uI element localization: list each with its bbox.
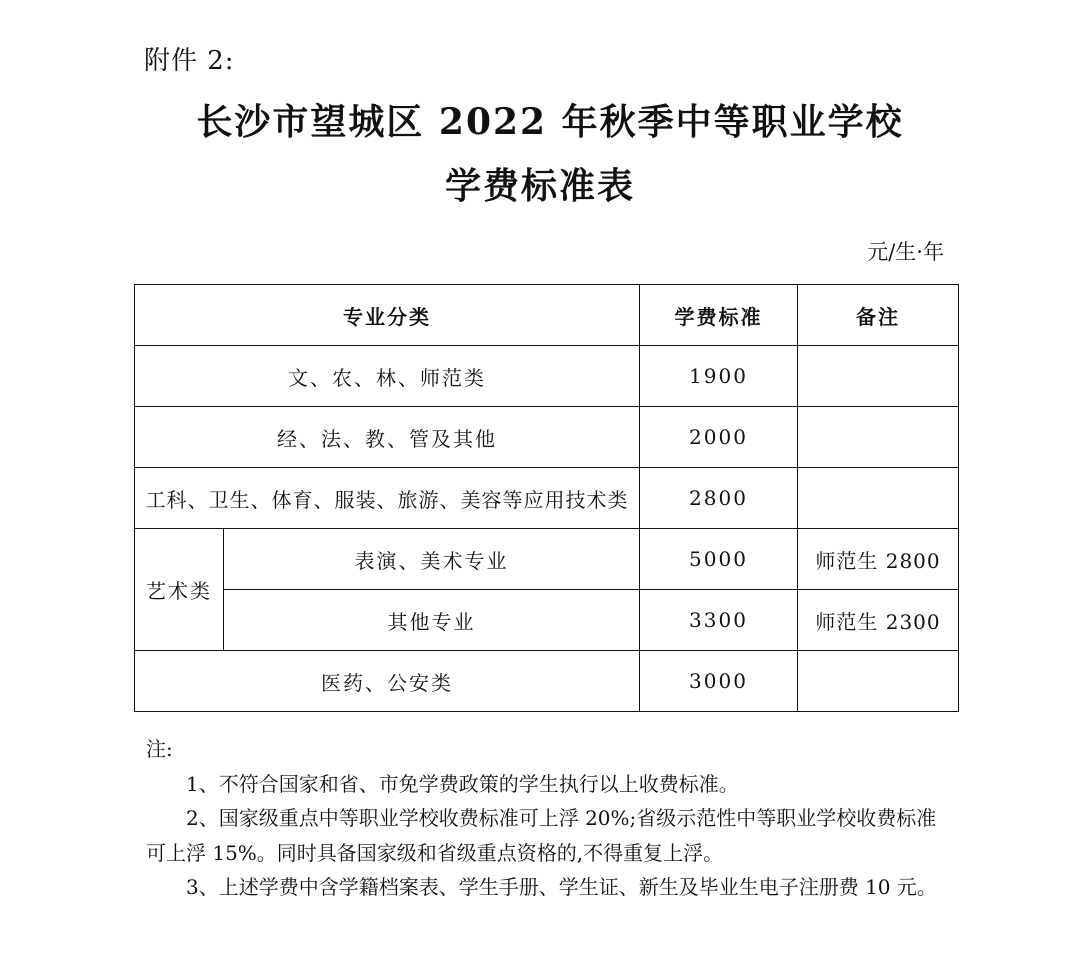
row-remark bbox=[798, 407, 959, 468]
row-category: 其他专业 bbox=[224, 590, 640, 651]
row-category: 工科、卫生、体育、服装、旅游、美容等应用技术类 bbox=[135, 468, 640, 529]
row-fee: 2000 bbox=[640, 407, 798, 468]
fee-standard-table bbox=[134, 284, 959, 712]
row-remark bbox=[798, 651, 959, 712]
table-row bbox=[135, 651, 959, 712]
table-row bbox=[135, 468, 959, 529]
table-header-row bbox=[135, 285, 959, 346]
row-remark bbox=[798, 468, 959, 529]
row-fee: 3300 bbox=[640, 590, 798, 651]
row-category: 文、农、林、师范类 bbox=[135, 346, 640, 407]
row-remark bbox=[798, 346, 959, 407]
page-title-line-2: 学费标准表 bbox=[444, 165, 635, 207]
row-category: 表演、美术专业 bbox=[224, 529, 640, 590]
row-category: 经、法、教、管及其他 bbox=[135, 407, 640, 468]
attachment-label: 附件 2: bbox=[144, 46, 235, 76]
table-row bbox=[135, 346, 959, 407]
note-item: 1、不符合国家和省、市免学费政策的学生执行以上收费标准。 bbox=[186, 771, 739, 796]
row-fee: 2800 bbox=[640, 468, 798, 529]
note-item: 2、国家级重点中等职业学校收费标准可上浮 20%;省级示范性中等职业学校收费标准可上浮 15%。同时具备国家级和省级重点资格的,不得重复上浮。 bbox=[146, 806, 937, 865]
note-item: 3、上述学费中含学籍档案表、学生手册、学生证、新生及毕业生电子注册费 10 元。 bbox=[186, 875, 937, 899]
row-fee: 5000 bbox=[640, 529, 798, 590]
row-category: 医药、公安类 bbox=[135, 651, 640, 712]
notes-heading: 注: bbox=[146, 737, 173, 761]
table-row bbox=[135, 407, 959, 468]
row-remark: 师范生 2800 bbox=[798, 529, 959, 590]
header-category: 专业分类 bbox=[135, 285, 640, 346]
header-remark: 备注 bbox=[798, 285, 959, 346]
table-row bbox=[135, 590, 959, 651]
table-row bbox=[135, 529, 959, 590]
header-fee: 学费标准 bbox=[640, 285, 798, 346]
row-fee: 1900 bbox=[640, 346, 798, 407]
row-fee: 3000 bbox=[640, 651, 798, 712]
unit-label: 元/生·年 bbox=[867, 240, 944, 264]
notes-section bbox=[146, 732, 946, 905]
art-group-label: 艺术类 bbox=[135, 529, 224, 651]
page-title-line-1: 长沙市望城区 2022 年秋季中等职业学校 bbox=[196, 101, 904, 143]
row-remark: 师范生 2300 bbox=[798, 590, 959, 651]
